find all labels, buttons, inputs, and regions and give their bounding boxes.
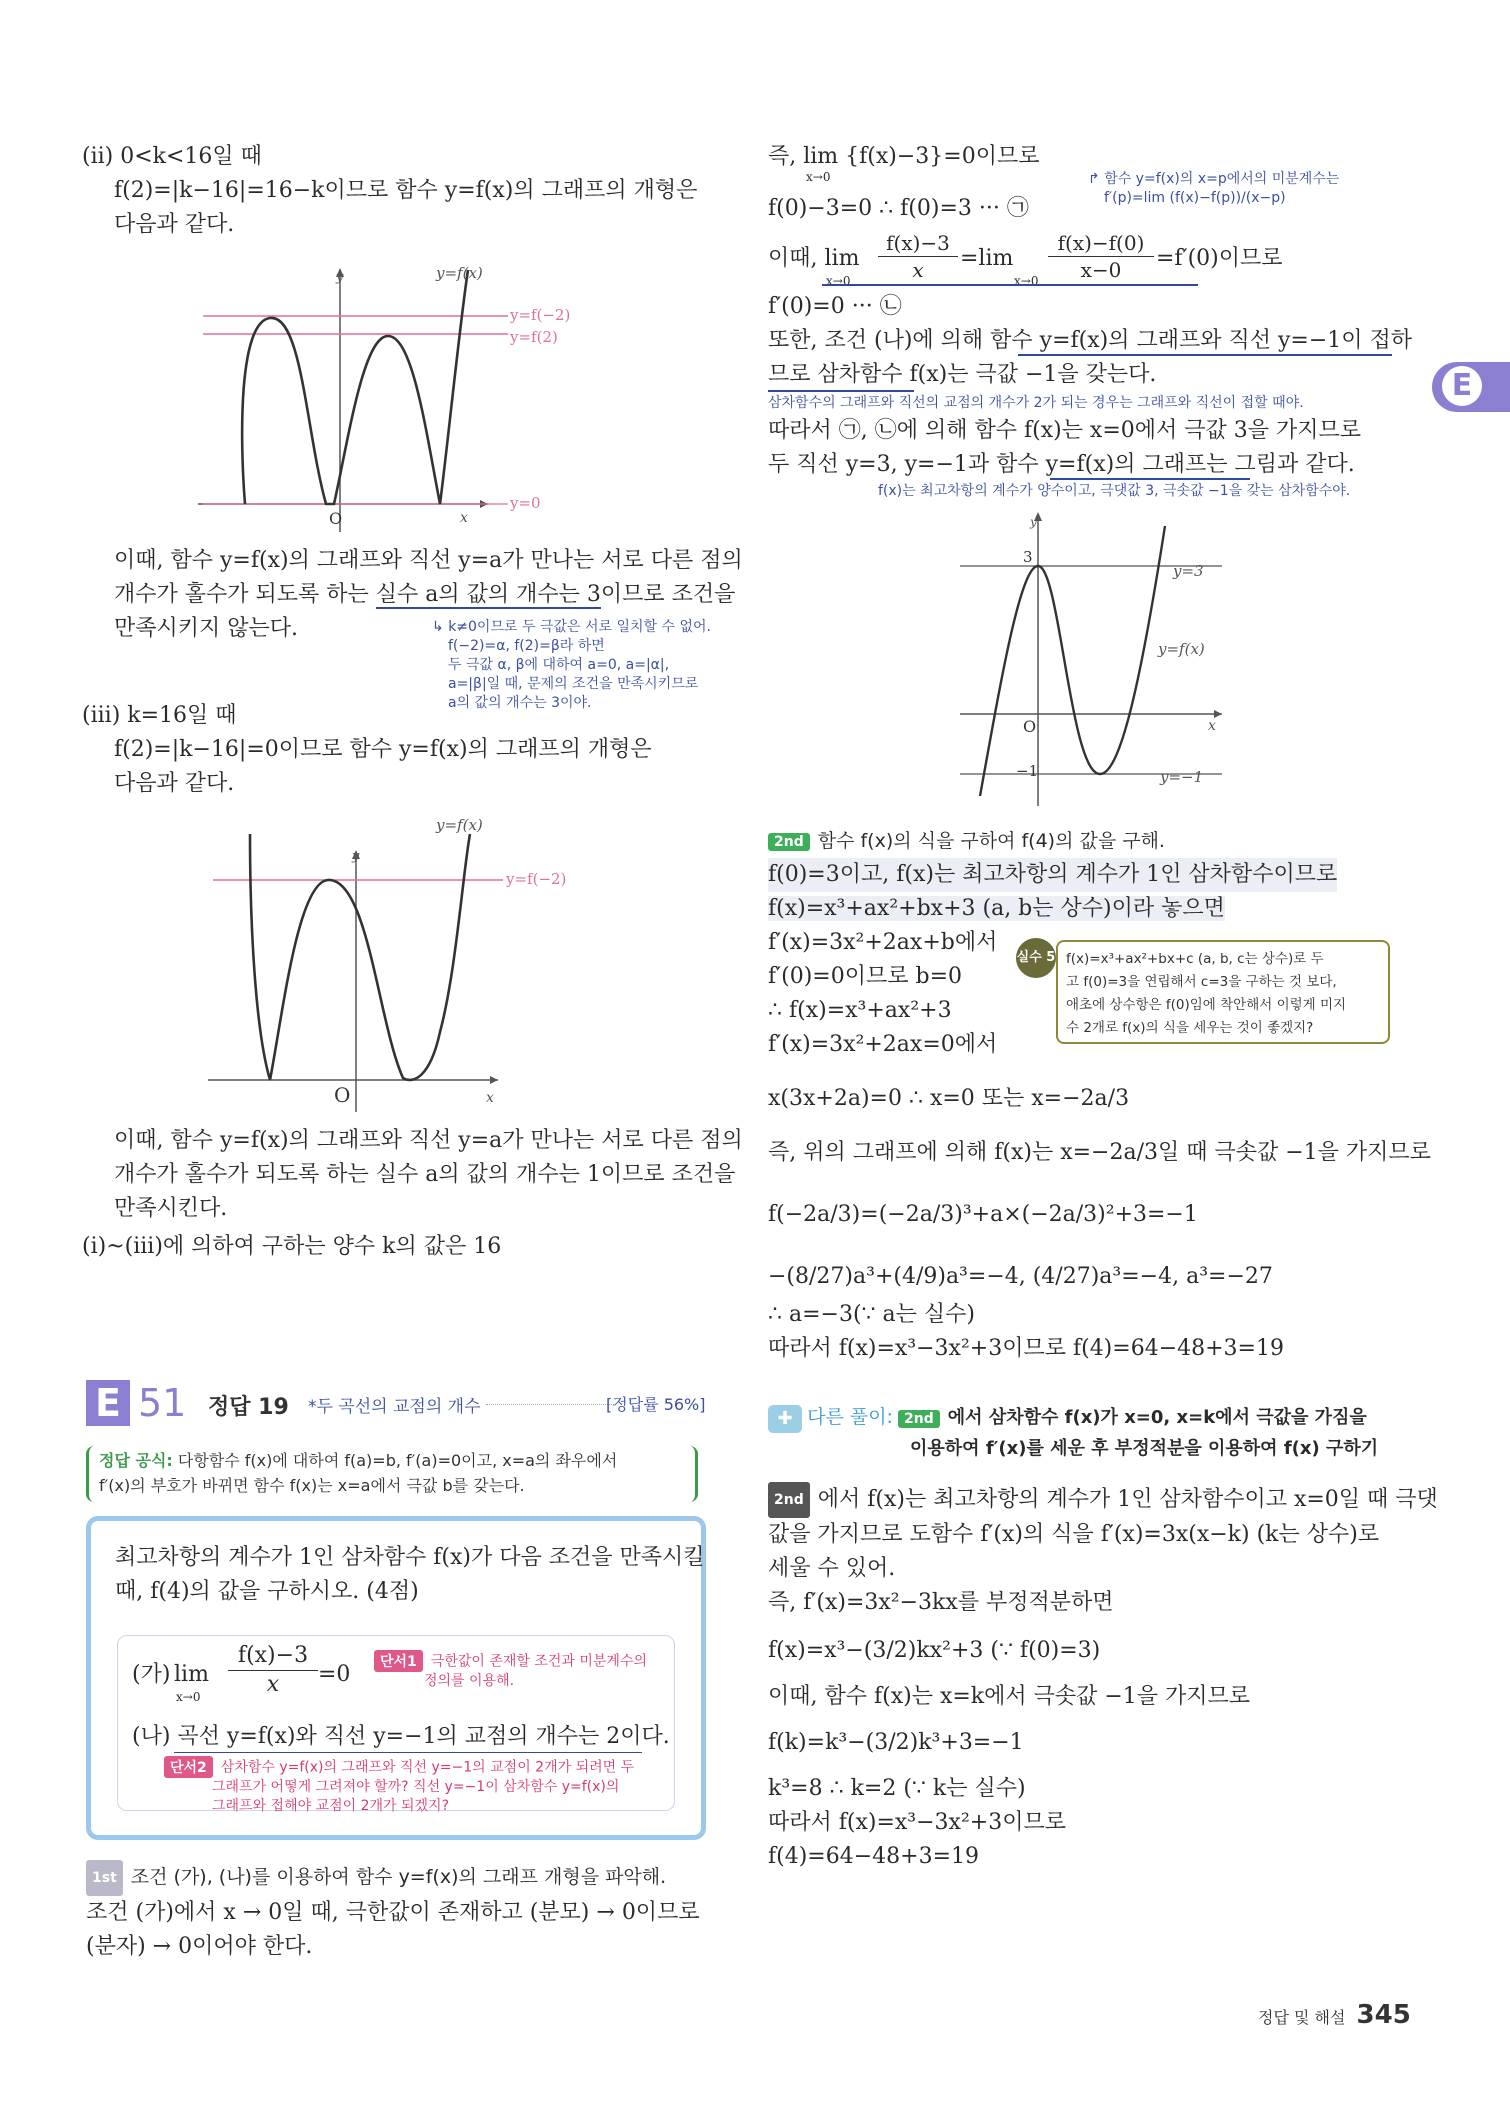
label-neg1: −1 — [1016, 762, 1039, 780]
s3: f′(x)=3x²+2ax+b에서 — [768, 930, 998, 955]
tip-badge: 실수 5 — [1016, 938, 1056, 978]
a1: 에서 f(x)는 최고차항의 계수가 1인 삼차함수이고 x=0일 때 극댓 — [817, 1487, 1438, 1512]
hint1-tag: 단서1 — [374, 1650, 423, 1672]
a5: f(x)=x³−(3/2)kx²+3 (∵ f(0)=3) — [768, 1638, 1101, 1663]
case2-conc2-underline: 실수 a의 값의 개수는 3 — [375, 582, 601, 607]
question-line2: 때, f(4)의 값을 구하시오. (4점) — [115, 1579, 419, 1604]
r3-row: 이때, lim x→0 f(x)−3 x =lim x→0 f(x)−f(0) x−0 =f′(0)이므로 — [768, 231, 1283, 288]
case2-conc1: 이때, 함수 y=f(x)의 그래프와 직선 y=a가 만나는 서로 다른 점의 — [114, 548, 743, 573]
cond-a-eq: =0 — [318, 1662, 351, 1687]
a7: f(k)=k³−(3/2)k³+3=−1 — [768, 1730, 1024, 1755]
label-yfx: y=f(x) — [436, 816, 483, 834]
label-y0: y=0 — [510, 494, 541, 512]
case3-line1: f(2)=|k−16|=0이므로 함수 y=f(x)의 그래프의 개형은 — [114, 737, 652, 762]
tip-box: f(x)=x³+ax²+bx+c (a, b, c는 상수)로 두 고 f(0)=3을 연립해서 c=3을 구하는 것 보다, 애초에 상수항은 f(0)임에 착안해서 이렇게 미지 수 2개로 f(x)의 식을 세우는 것이 좋겠지? — [1056, 940, 1390, 1044]
a3: 세울 수 있어. — [768, 1556, 896, 1581]
question-line1: 최고차항의 계수가 1인 삼차함수 f(x)가 다음 조건을 만족시킬 — [115, 1545, 705, 1570]
case3-conc3: 만족시킨다. — [114, 1196, 228, 1221]
question-box — [86, 1516, 706, 1840]
step2-tag: 2nd — [768, 833, 810, 851]
note-derivative: ↱ 함수 y=f(x)의 x=p에서의 미분계수는 f′(p)=lim (f(x)−f(p))/(x−p) — [1088, 171, 1340, 206]
problem-number: 51 — [138, 1381, 187, 1425]
axis-y-label: y — [1030, 515, 1037, 529]
case2-line1: f(2)=|k−16|=16−k이므로 함수 y=f(x)의 그래프의 개형은 — [114, 178, 698, 203]
case2-conc3: 만족시키지 않는다. — [114, 616, 299, 641]
step1-tag: 1st — [86, 1860, 123, 1896]
hint2-tag: 단서2 — [164, 1756, 213, 1778]
case3-block — [82, 699, 722, 801]
curve-y-abs-fx — [242, 270, 468, 504]
E-section-tab-icon: E — [1442, 366, 1482, 406]
curve-y-abs-fx — [250, 834, 470, 1080]
a9: 따라서 f(x)=x³−3x²+3이므로 — [768, 1810, 1066, 1835]
rate-label: [정답률 56%] — [606, 1395, 706, 1414]
section-tab — [1432, 362, 1510, 412]
step2-body2 — [768, 1082, 1431, 1366]
formula-box — [86, 1446, 698, 1502]
a8: k³=8 ∴ k=2 (∵ k는 실수) — [768, 1776, 1026, 1801]
formula-label: 정답 공식: — [99, 1451, 173, 1470]
s6: f′(x)=3x²+2ax=0에서 — [768, 1032, 998, 1057]
s5: ∴ f(x)=x³+ax²+3 — [768, 998, 952, 1023]
step2-title: 2nd 함수 f(x)의 식을 구하여 f(4)의 값을 구해. — [768, 826, 1165, 853]
r4: f′(0)=0 ··· ㉡ — [768, 294, 902, 319]
a6: 이때, 함수 f(x)는 x=k에서 극솟값 −1을 가지므로 — [768, 1684, 1251, 1709]
a10: f(4)=64−48+3=19 — [768, 1844, 980, 1869]
s2: f(x)=x³+ax²+bx+3 (a, b는 상수)이라 놓으면 — [768, 896, 1225, 921]
step1-line2: (분자) → 0이어야 한다. — [86, 1934, 313, 1959]
r6: 므로 삼차함수 f(x)는 극값 −1을 갖는다. — [768, 362, 1157, 387]
alt-header: ✚ 다른 풀이: 2nd 에서 삼차함수 f(x)가 x=0, x=k에서 극값을 가짐을 이용하여 f′(x)를 세운 후 부정적분을 이용하여 f(x) 구하기 — [768, 1402, 1418, 1465]
hint1: 단서1 극한값이 존재할 조건과 미분계수의 정의를 이용해. — [374, 1650, 647, 1691]
cond-a-den: x — [266, 1672, 280, 1697]
footer — [1258, 2000, 1411, 2030]
left-column — [82, 140, 722, 242]
puzzle-icon: ✚ — [768, 1405, 802, 1433]
conditions-box — [117, 1635, 675, 1814]
axis-x-label: x — [460, 510, 468, 526]
r1-sub: x→0 — [806, 170, 831, 184]
label-yf-neg2: y=f(−2) — [510, 306, 571, 324]
r7: 따라서 ㉠, ㉡에 의해 함수 f(x)는 x=0에서 극값 3을 가지므로 — [768, 418, 1362, 443]
s9: f(−2a/3)=(−2a/3)³+a×(−2a/3)²+3=−1 — [768, 1202, 1198, 1227]
problem-header — [86, 1380, 706, 1432]
a2: 값을 가지므로 도함수 f′(x)의 식을 f′(x)=3x(x−k) (k는 상수)로 — [768, 1522, 1380, 1547]
label-y3: y=3 — [1173, 562, 1204, 580]
note-shape: f(x)는 최고차항의 계수가 양수이고, 극댓값 3, 극솟값 −1을 갖는 삼차함수야. — [878, 483, 1351, 499]
step1-block — [86, 1860, 726, 1964]
label-yfx: y=f(x) — [436, 264, 483, 282]
cond-a-lim: lim — [174, 1662, 209, 1687]
s12: 따라서 f(x)=x³−3x²+3이므로 f(4)=64−48+3=19 — [768, 1336, 1284, 1361]
alt-tag: 2nd — [898, 1410, 940, 1428]
step1-line1: 조건 (가)에서 x → 0일 때, 극한값이 존재하고 (분모) → 0이므로 — [86, 1900, 700, 1925]
final-answer-line: (i)~(iii)에 의하여 구하는 양수 k의 값은 16 — [82, 1234, 502, 1259]
axis-y-label: y — [352, 849, 360, 864]
answer-label: 정답 19 — [208, 1395, 289, 1420]
graph-case2 — [198, 262, 598, 532]
r8: 두 직선 y=3, y=−1과 함수 y=f(x)의 그래프는 그림과 같다. — [768, 452, 1355, 477]
axis-x-label: x — [1208, 718, 1216, 734]
label-yfx: y=f(x) — [1158, 640, 1205, 658]
label-y-neg1: y=−1 — [1160, 768, 1204, 786]
origin-label: O — [329, 509, 343, 528]
s7: x(3x+2a)=0 ∴ x=0 또는 x=−2a/3 — [768, 1086, 1130, 1111]
label-yf2: y=f(2) — [510, 328, 558, 346]
cond-a-label: (가) — [132, 1662, 171, 1687]
alt-line2: 이용하여 f′(x)를 세운 후 부정적분을 이용하여 f(x) 구하기 — [910, 1437, 1379, 1459]
case2-conc2: 개수가 홀수가 되도록 하는 실수 a의 값의 개수는 3이므로 조건을 — [114, 582, 736, 607]
step1-title: 조건 (가), (나)를 이용하여 함수 y=f(x)의 그래프 개형을 파악해. — [130, 1866, 667, 1888]
case3-line2: 다음과 같다. — [114, 771, 235, 796]
s10: −(8/27)a³+(4/9)a³=−4, (4/27)a³=−4, a³=−27 — [768, 1264, 1273, 1289]
cond-a-fraction — [228, 1642, 318, 1699]
cond-b: (나) 곡선 y=f(x)와 직선 y=−1의 교점의 개수는 2이다. — [132, 1724, 670, 1749]
footer-label: 정답 및 해설 — [1258, 2008, 1346, 2027]
r1: 즉, lim {f(x)−3}=0이므로 — [768, 144, 1040, 169]
formula-line2: f′(x)의 부호가 바뀌면 함수 f(x)는 x=a에서 극값 b를 갖는다. — [99, 1476, 525, 1495]
graph-cubic — [960, 506, 1250, 806]
label-3: 3 — [1023, 548, 1033, 566]
hint2: 단서2 삼차함수 y=f(x)의 그래프와 직선 y=−1의 교점이 2개가 되려면 두 그래프가 어떻게 그려져야 할까? 직선 y=−1이 삼차함수 y=f(x)의 그래프와 접해야 교점이 2개가 되겠지? — [164, 1756, 664, 1816]
problem-letter: E — [86, 1380, 130, 1426]
case2-line2: 다음과 같다. — [114, 212, 235, 237]
case3-conc2: 개수가 홀수가 되도록 하는 실수 a의 값의 개수는 1이므로 조건을 — [114, 1162, 736, 1187]
formula-line1: 다항함수 f(x)에 대하여 f(a)=b, f′(a)=0이고, x=a의 좌우에서 — [172, 1451, 618, 1470]
cond-a-sub: x→0 — [176, 1690, 201, 1704]
case3-conc1: 이때, 함수 y=f(x)의 그래프와 직선 y=a가 만나는 서로 다른 점의 — [114, 1128, 743, 1153]
note-k-nonzero: ↳ k≠0이므로 두 극값은 서로 일치할 수 없어. f(−2)=α, f(2)=β라 하면 두 극값 α, β에 대하여 a=0, a=|α|, a=|β|일 때, 문제의 조건을 만족시키므로 a의 값의 개수는 3이야. — [432, 619, 711, 711]
graph-case3 — [208, 812, 598, 1112]
origin-label: O — [1023, 717, 1037, 736]
topic-label: *두 곡선의 교점의 개수 — [308, 1397, 481, 1417]
s11: ∴ a=−3(∵ a는 실수) — [768, 1302, 975, 1327]
case3-conclusion — [114, 1124, 743, 1226]
axis-x-label: x — [486, 1090, 494, 1106]
note-tangent: 삼차함수의 그래프와 직선의 교점의 개수가 2가 되는 경우는 그래프와 직선이 접할 때야. — [768, 395, 1304, 411]
page-number: 345 — [1356, 2000, 1411, 2030]
case3-heading: (iii) k=16일 때 — [82, 703, 237, 728]
origin-label: O — [334, 1083, 351, 1107]
r2: f(0)−3=0 ∴ f(0)=3 ··· ㉠ — [768, 196, 1029, 221]
s1: f(0)=3이고, f(x)는 최고차항의 계수가 1인 삼차함수이므로 — [768, 858, 1337, 892]
s8: 즉, 위의 그래프에 의해 f(x)는 x=−2a/3일 때 극솟값 −1을 가지므로 — [768, 1140, 1431, 1165]
label-yf-neg2: y=f(−2) — [506, 870, 567, 888]
a4: 즉, f′(x)=3x²−3kx를 부정적분하면 — [768, 1590, 1114, 1615]
r5: 또한, 조건 (나)에 의해 함수 y=f(x)의 그래프와 직선 y=−1이 접하 — [768, 328, 1413, 353]
axis-y-label: y — [336, 270, 344, 285]
alt-body: 2nd 에서 f(x)는 최고차항의 계수가 1인 삼차함수이고 x=0일 때 극댓 값을 가지므로 도함수 f′(x)의 식을 f′(x)=3x(x−k) (k는 상수)로 세울 수 있어. 즉, f′(x)=3x²−3kx를 부정적분하면 f(x)=x³−(3/2)kx²+3 (∵ f(0)=3) 이때, 함수 f(x)는 x=k에서 극솟값 −1을 가지므로 f(k)=k³−(3/2)k³+3=−1 k³=8 ∴ k=2 (∵ k는 실수) 따라서 f(x)=x³−3x²+3이므로 f(4)=64−48+3=19 — [768, 1482, 1428, 1874]
s4: f′(0)=0이므로 b=0 — [768, 964, 962, 989]
cond-a-num: f(x)−3 — [228, 1642, 318, 1671]
alt-label: 다른 풀이: — [807, 1406, 893, 1428]
case2-heading: (ii) 0<k<16일 때 — [82, 144, 262, 169]
